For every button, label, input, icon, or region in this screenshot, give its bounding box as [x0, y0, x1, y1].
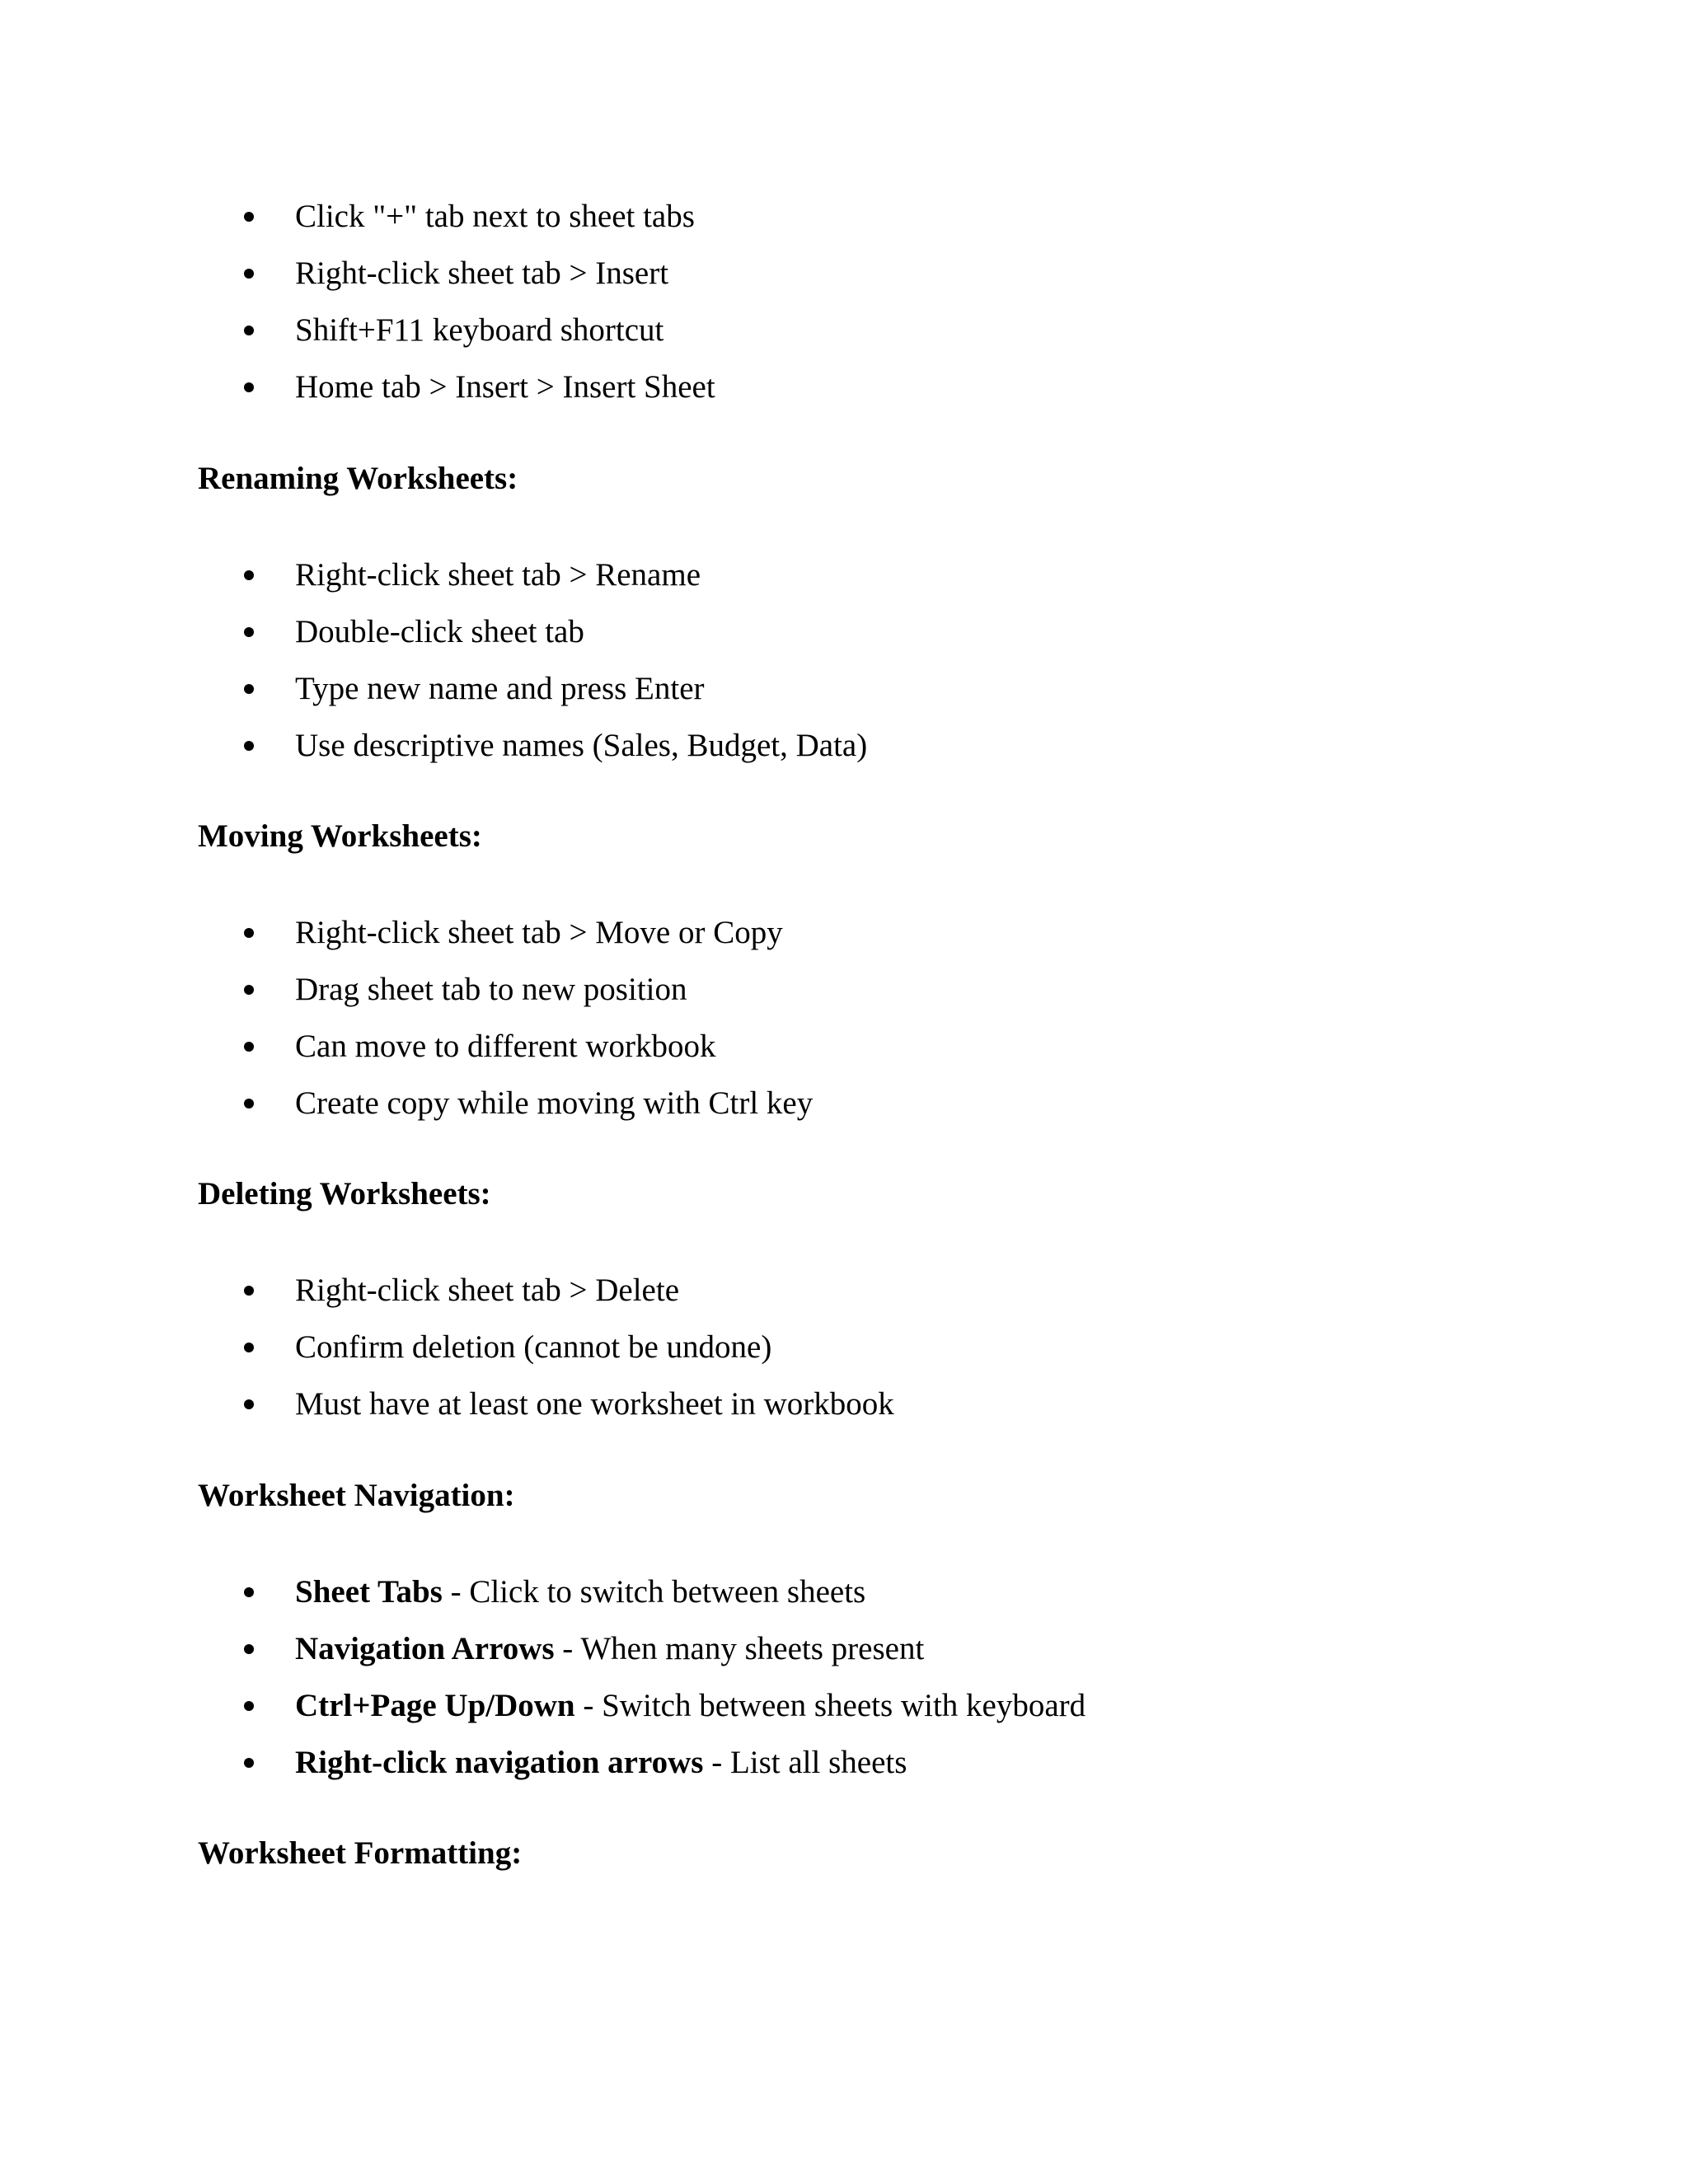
bullet-icon	[244, 627, 254, 637]
bullet-icon	[244, 382, 254, 392]
list-item-text	[295, 1734, 907, 1791]
formatting-heading: Worksheet Formatting:	[198, 1835, 523, 1871]
bullet-icon	[244, 928, 254, 938]
bullet-icon	[244, 684, 254, 694]
deleting-heading: Deleting Worksheets:	[198, 1176, 491, 1212]
list-item-text: Create copy while moving with Ctrl key	[295, 1085, 814, 1121]
bullet-icon	[244, 1587, 254, 1597]
term-label: Sheet Tabs	[295, 1574, 443, 1610]
list-item-text: Confirm deletion (cannot be undone)	[295, 1329, 772, 1365]
renaming-heading: Renaming Worksheets:	[198, 461, 518, 496]
bullet-icon	[244, 269, 254, 279]
bullet-icon	[244, 1099, 254, 1108]
bullet-icon	[244, 1758, 254, 1768]
list-item-text: Can move to different workbook	[295, 1029, 716, 1064]
list-item-text	[295, 1677, 1085, 1734]
bullet-icon	[244, 1701, 254, 1711]
list-item-text: Right-click sheet tab > Move or Copy	[295, 915, 783, 950]
list-item-text	[295, 1563, 865, 1620]
list-item-text: Home tab > Insert > Insert Sheet	[295, 369, 715, 405]
term-description: - Switch between sheets with keyboard	[574, 1688, 1086, 1723]
list-item-text: Double-click sheet tab	[295, 614, 584, 649]
term-label: Navigation Arrows	[295, 1631, 555, 1666]
bullet-icon	[244, 1644, 254, 1654]
list-item-text: Must have at least one worksheet in workbook	[295, 1386, 894, 1422]
navigation-heading: Worksheet Navigation:	[198, 1478, 515, 1513]
moving-heading: Moving Worksheets:	[198, 818, 482, 854]
list-item-text	[295, 1620, 924, 1677]
bullet-icon	[244, 741, 254, 751]
list-item-text: Use descriptive names (Sales, Budget, Data)	[295, 728, 868, 763]
bullet-icon	[244, 985, 254, 995]
term-description: - Click to switch between sheets	[442, 1574, 866, 1610]
list-item-text: Type new name and press Enter	[295, 671, 705, 706]
term-label: Ctrl+Page Up/Down	[295, 1688, 575, 1723]
bullet-icon	[244, 570, 254, 580]
bullet-icon	[244, 1042, 254, 1052]
bullet-icon	[244, 1286, 254, 1296]
bullet-icon	[244, 1399, 254, 1409]
term-description: - List all sheets	[703, 1745, 907, 1780]
list-item-text: Click "+" tab next to sheet tabs	[295, 199, 695, 234]
bullet-icon	[244, 326, 254, 335]
bullet-icon	[244, 1343, 254, 1352]
term-label: Right-click navigation arrows	[295, 1745, 704, 1780]
bullet-icon	[244, 212, 254, 222]
term-description: - When many sheets present	[554, 1631, 925, 1666]
list-item-text: Drag sheet tab to new position	[295, 972, 687, 1007]
list-item-text: Right-click sheet tab > Rename	[295, 557, 701, 593]
list-item-text: Shift+F11 keyboard shortcut	[295, 312, 664, 348]
list-item-text: Right-click sheet tab > Delete	[295, 1272, 680, 1308]
list-item-text: Right-click sheet tab > Insert	[295, 255, 669, 291]
